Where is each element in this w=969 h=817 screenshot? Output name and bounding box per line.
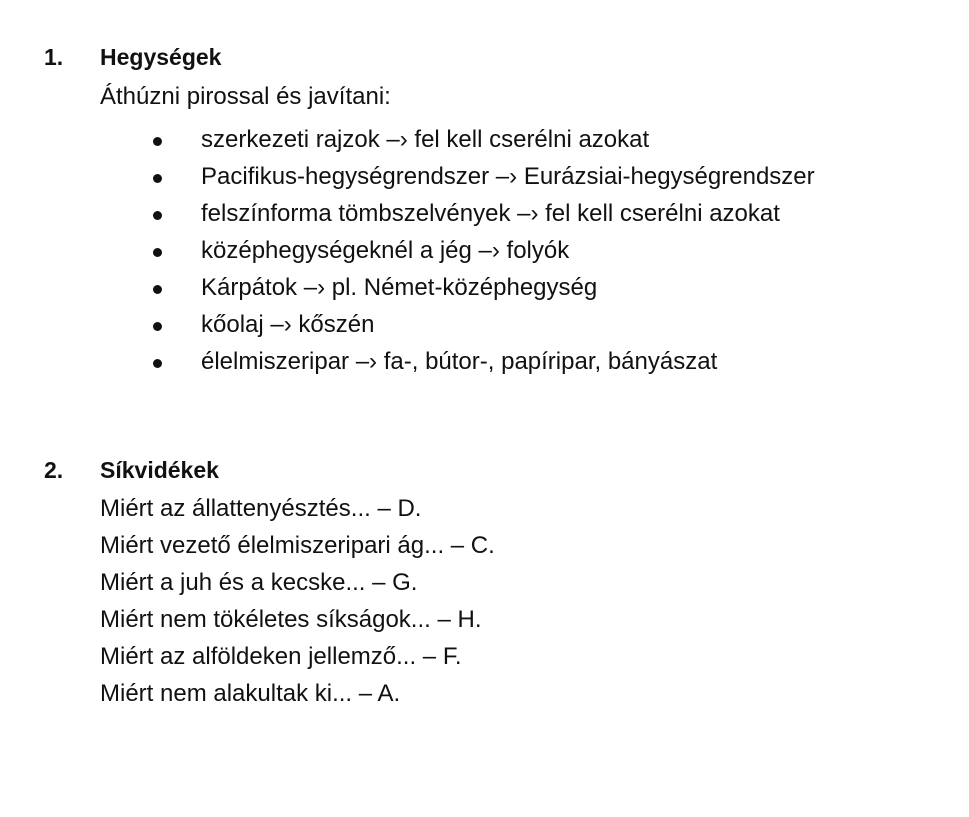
bullet-icon bbox=[153, 211, 162, 220]
section-2-title: Síkvidékek bbox=[100, 457, 219, 483]
list-item: Miért nem tökéletes síkságok... – H. bbox=[100, 606, 482, 633]
list-item-text: kőolaj –› kőszén bbox=[201, 311, 375, 338]
list-item-text: középhegységeknél a jég –› folyók bbox=[201, 237, 570, 264]
list-item: Miért vezető élelmiszeripari ág... – C. bbox=[100, 532, 495, 559]
bullet-icon bbox=[153, 359, 162, 368]
bullet-icon bbox=[153, 174, 162, 183]
section-2-number: 2. bbox=[44, 457, 64, 483]
bullet-icon bbox=[153, 137, 162, 146]
section-2-answer-list bbox=[100, 494, 495, 716]
section-1-intro: Áthúzni pirossal és javítani: bbox=[100, 83, 391, 110]
list-item-text: Pacifikus-hegységrendszer –› Eurázsiai-hegységrendszer bbox=[201, 163, 815, 190]
list-item-text: Kárpátok –› pl. Német-középhegység bbox=[201, 274, 598, 301]
section-1-title: Hegységek bbox=[100, 44, 222, 70]
list-item: Miért az állattenyésztés... – D. bbox=[100, 495, 422, 522]
bullet-icon bbox=[153, 248, 162, 257]
bullet-icon bbox=[153, 285, 162, 294]
list-item: Miért az alföldeken jellemző... – F. bbox=[100, 643, 462, 670]
list-item-text: élelmiszeripar –› fa-, bútor-, papíripar, bányászat bbox=[201, 348, 718, 375]
section-1-number: 1. bbox=[44, 44, 64, 70]
list-item-text: felszínforma tömbszelvények –› fel kell cserélni azokat bbox=[201, 200, 780, 227]
list-item-text: szerkezeti rajzok –› fel kell cserélni azokat bbox=[201, 126, 650, 153]
list-item: Miért nem alakultak ki... – A. bbox=[100, 680, 401, 707]
list-item: Miért a juh és a kecske... – G. bbox=[100, 569, 418, 596]
bullet-icon bbox=[153, 322, 162, 331]
